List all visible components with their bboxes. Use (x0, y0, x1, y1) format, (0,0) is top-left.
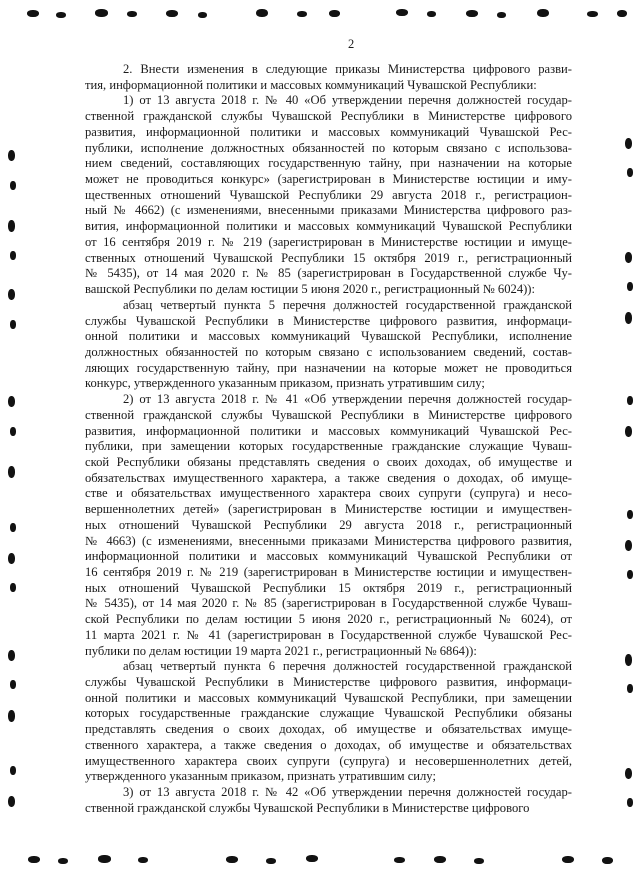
scan-mark (256, 9, 268, 17)
scan-mark (8, 396, 15, 407)
scan-mark (625, 138, 632, 149)
text-line: ственной гражданской службы Чувашской Республики в Министерстве цифрового (85, 800, 530, 815)
scan-mark (8, 553, 15, 564)
text-line: которых государственные гражданские служащие Чувашской Республики обязаны (85, 706, 572, 721)
scan-mark (562, 856, 574, 863)
scan-mark (138, 857, 148, 863)
scan-mark (27, 10, 39, 17)
scan-mark (627, 510, 633, 519)
scan-mark (627, 168, 633, 177)
text-line: абзац четвертый пункта 5 перечня должностей государственной гражданской (123, 297, 572, 312)
text-line: абзац четвертый пункта 6 перечня должностей государственной гражданской (123, 659, 572, 674)
text-line: ных отношений Чувашской Республики 15 октября 2019 г., регистрационный (85, 580, 572, 595)
paragraph (85, 93, 572, 297)
text-line: вершеннолетних детей» (зарегистрирован в Министерстве юстиции и имуществен- (85, 502, 572, 517)
scan-mark (226, 856, 238, 863)
scan-mark (617, 10, 627, 17)
paragraph (85, 392, 572, 659)
scan-mark (8, 289, 15, 300)
paragraph (85, 298, 572, 392)
scan-mark (98, 855, 111, 863)
scan-mark (625, 252, 632, 263)
scan-mark (8, 220, 15, 232)
scan-mark (497, 12, 506, 18)
text-line: 16 сентября 2019 г. № 219 (зарегистрирован в Министерстве юстиции и имуществен- (85, 565, 572, 579)
text-line: вития, информационной политики и массовых коммуникаций Чувашской Республики (85, 219, 572, 234)
scan-mark (627, 570, 633, 579)
text-line: может не проводиться конкурс» (зарегистрирован в Министерстве юстиции и иму- (85, 172, 572, 187)
text-line: обязательствах имущественного характера, а также сведения о доходах, об имуще- (85, 470, 572, 485)
text-line: ный № 4662) (с изменениями, внесенными приказами Министерства цифрового раз- (85, 203, 572, 218)
text-line: от 16 сентября 2019 г. № 219 (зарегистрирован в Министерстве юстиции и имуще- (85, 234, 572, 249)
scan-mark (10, 320, 16, 329)
scan-mark (95, 9, 108, 17)
scan-mark (627, 798, 633, 807)
scan-mark (8, 466, 15, 478)
text-line: ской Республики по делам юстиции 5 июня 2020 г., регистрационный № 6024), от (85, 612, 572, 627)
text-line: информационной политики и массовых коммуникаций Чувашской Республики от (85, 549, 572, 564)
text-line: ственной гражданской службы Чувашской Республики в Министерстве цифрового (85, 407, 572, 422)
text-line: онной политики и массовых коммуникаций Чувашской Республики, исполнение (85, 329, 572, 344)
scan-mark (625, 654, 632, 666)
text-line: представлять сведения о своих доходах, об имуществе и обязательствах имуще- (85, 722, 572, 737)
text-line: стве и обязательствах имущественного характера своих супруги (супруга) и несо- (85, 486, 572, 501)
document-body (85, 62, 572, 817)
scan-mark (625, 768, 632, 779)
text-line: конкурс, утвержденного указанным приказом, признать утратившим силу; (85, 376, 485, 391)
text-line: № 5435), от 14 мая 2020 г. № 85 (зарегистрирован в Государственной службе Чу- (85, 266, 572, 281)
text-line: ственной гражданской службы Чувашской Республики в Министерстве цифрового (85, 109, 572, 124)
scan-mark (58, 858, 68, 864)
text-line: вашской Республики по делам юстиции 5 июня 2020 г., регистрационный № 6024)): (85, 282, 535, 297)
text-line: ственного характера, а также сведения о доходах, об имуществе и обязательствах (85, 737, 572, 752)
scan-mark (427, 11, 436, 17)
text-line: публики по делам юстиции 19 марта 2021 г., регистрационный № 6864)): (85, 643, 477, 658)
scan-mark (10, 251, 16, 260)
text-line: 2) от 13 августа 2018 г. № 41 «Об утверждении перечня должностей государ- (123, 392, 572, 407)
text-line: 11 марта 2021 г. № 41 (зарегистрирован в Государственной службе Чувашской Рес- (85, 627, 572, 642)
text-line: онной политики и массовых коммуникаций Чувашской Республики, при замещении (85, 690, 572, 705)
scan-mark (434, 856, 446, 863)
scan-mark (625, 540, 632, 551)
scan-mark (10, 583, 16, 592)
scan-mark (474, 858, 484, 864)
scan-mark (329, 10, 340, 17)
scan-mark (10, 181, 16, 190)
scan-mark (587, 11, 598, 17)
scan-mark (627, 282, 633, 291)
text-line: службы Чувашской Республики в Министерстве цифрового развития, информаци- (85, 675, 572, 690)
text-line: 2. Внести изменения в следующие приказы Министерства цифрового разви- (123, 62, 572, 76)
text-line: ственных отношений Чувашской Республики 15 октября 2019 г., регистрационный (85, 250, 572, 265)
scan-mark (56, 12, 66, 18)
text-line: нием сведений, составляющих государственную тайну, при назначении на которые (85, 156, 572, 171)
text-line: № 4663) (с изменениями, внесенными приказами Министерства цифрового развития, (85, 533, 572, 548)
text-line: ляющих государственную тайну, при назначении на которые может не проводиться (85, 360, 572, 375)
scan-mark (28, 856, 40, 863)
text-line: 3) от 13 августа 2018 г. № 42 «Об утверждении перечня должностей государ- (123, 785, 572, 800)
scan-mark (8, 650, 15, 661)
scan-mark (625, 312, 632, 324)
scan-mark (198, 12, 207, 18)
scan-mark (396, 9, 408, 16)
scan-mark (266, 858, 276, 864)
scan-mark (10, 427, 16, 436)
text-line: тия, информационной политики и массовых коммуникаций Чувашской Республики: (85, 77, 537, 92)
paragraph (85, 785, 572, 816)
text-line: имущественного характера своих супруги (супруга) и несовершеннолетних детей, (85, 753, 572, 768)
scan-mark (627, 396, 633, 405)
text-line: публики, исполнение должностных обязанностей по которым связано с использова- (85, 140, 572, 155)
scan-mark (466, 10, 478, 17)
text-line: публики, при замещении которых государственные гражданские служащие Чуваш- (85, 439, 572, 454)
scan-mark (127, 11, 137, 17)
scan-mark (602, 857, 613, 864)
page-number: 2 (348, 37, 355, 51)
scan-mark (537, 9, 549, 17)
scan-mark (306, 855, 318, 862)
text-line: № 5435), от 14 мая 2020 г. № 85 (зарегистрирован в Государственной службе Чуваш- (85, 596, 572, 611)
scan-mark (166, 10, 178, 17)
scan-mark (625, 426, 632, 437)
text-line: утвержденного указанным приказом, признать утратившим силу; (85, 769, 436, 784)
paragraph (85, 62, 572, 93)
text-line: развития, информационной политики и массовых коммуникаций Чувашской Рес- (85, 124, 572, 139)
text-line: щественных отношений Чувашской Республики 29 августа 2018 г., регистрацион- (85, 187, 572, 202)
text-line: развития, информационной политики и массовых коммуникаций Чувашской Рес- (85, 423, 572, 438)
scan-mark (627, 684, 633, 693)
text-line: ской Республики обязаны представлять сведения о своих доходах, об имуществе и (85, 454, 572, 469)
text-line: 1) от 13 августа 2018 г. № 40 «Об утверждении перечня должностей государ- (123, 93, 572, 108)
scan-mark (8, 150, 15, 161)
scan-mark (8, 796, 15, 807)
scan-mark (394, 857, 405, 863)
text-line: службы Чувашской Республики в Министерстве цифрового развития, информаци- (85, 313, 572, 328)
scan-mark (297, 11, 307, 17)
text-line: ных отношений Чувашской Республики 29 августа 2018 г., регистрационный (85, 517, 572, 532)
scan-mark (10, 766, 16, 775)
scan-mark (10, 680, 16, 689)
scan-mark (8, 710, 15, 722)
scan-mark (10, 523, 16, 532)
paragraph (85, 659, 572, 785)
text-line: должностных обязанностей по которым связано с использованием сведений, состав- (85, 344, 572, 359)
